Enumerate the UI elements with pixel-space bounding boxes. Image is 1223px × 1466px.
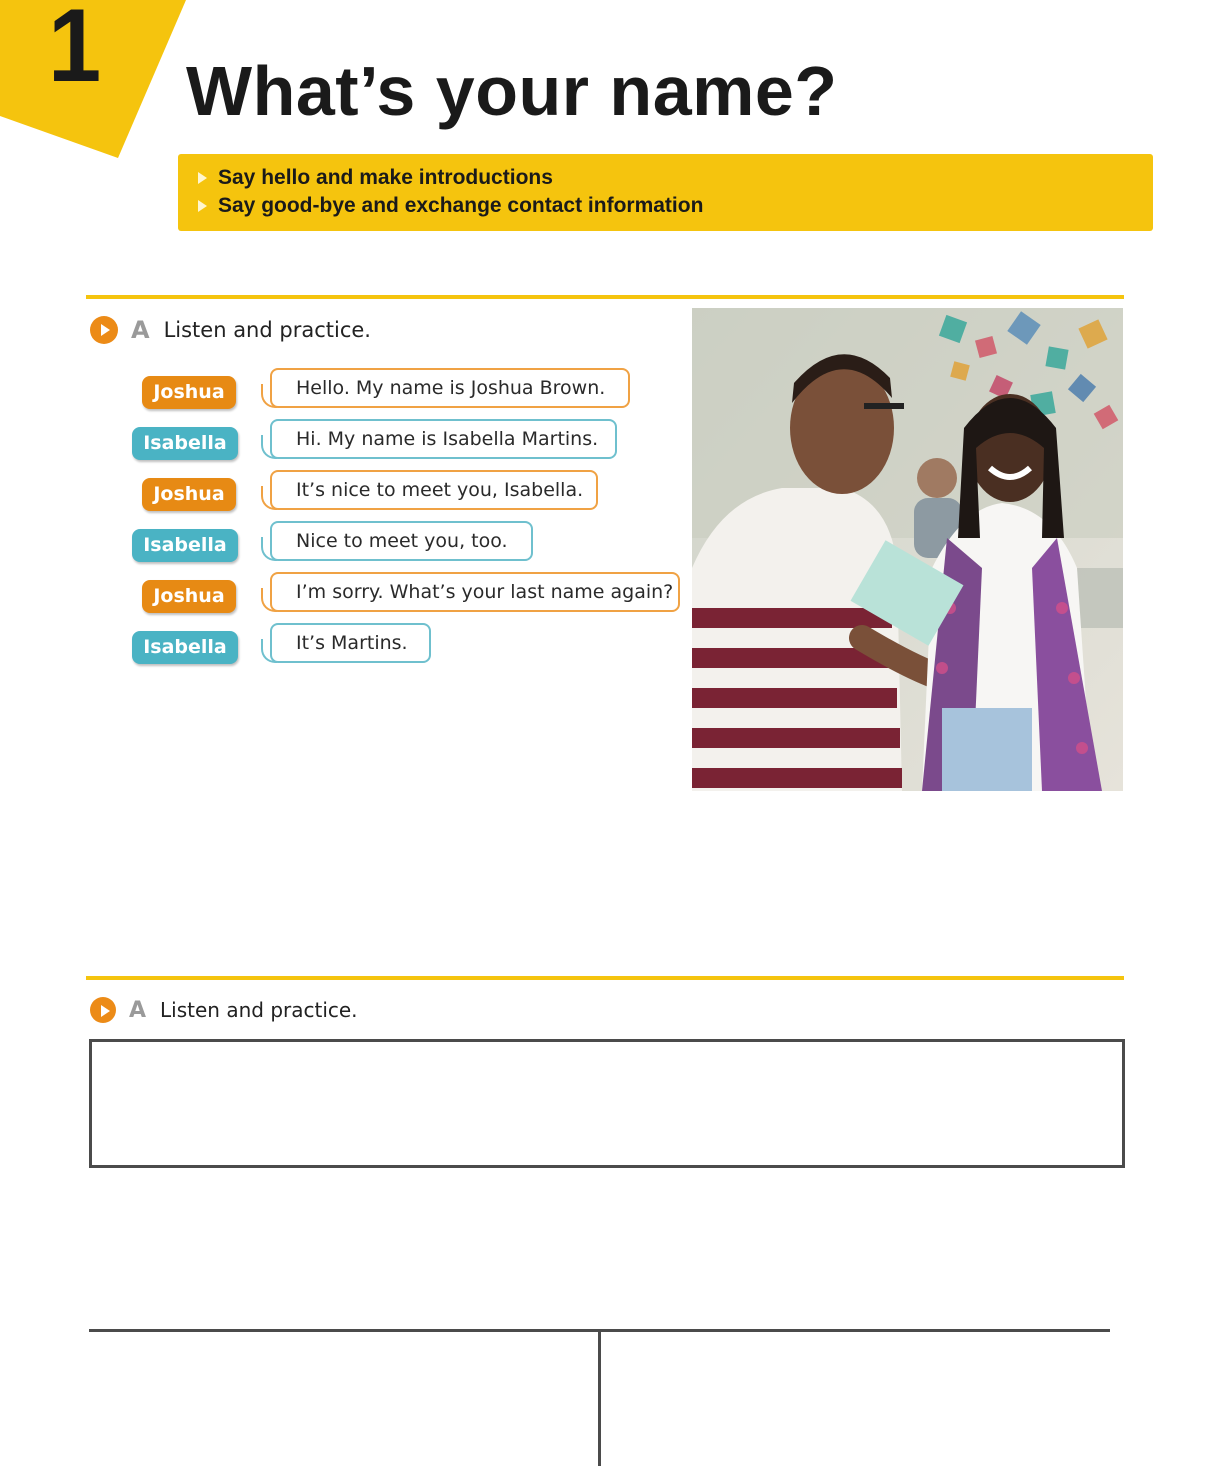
bubble-tail (261, 537, 277, 561)
speaker-label: Isabella (132, 427, 238, 460)
triangle-arrow-icon (198, 172, 207, 184)
answer-box (89, 1039, 1125, 1168)
exercise-instruction: Listen and practice. (160, 998, 358, 1022)
exercise-letter: A (131, 316, 150, 344)
section-divider (86, 295, 1124, 299)
section-divider (86, 976, 1124, 980)
dialog-text: Hello. My name is Joshua Brown. (296, 377, 606, 399)
triangle-arrow-icon (198, 200, 207, 212)
bubble-tail (261, 435, 277, 459)
bubble-tail (261, 486, 277, 510)
goal-item (198, 192, 1153, 220)
handshake-photo (692, 308, 1123, 791)
speaker-label: Joshua (142, 580, 236, 613)
speech-bubble (270, 623, 431, 663)
unit-goals-banner (178, 154, 1153, 231)
bubble-tail (261, 639, 277, 663)
speech-bubble (270, 470, 598, 510)
speaker-label: Joshua (142, 478, 236, 511)
dialog-line (0, 623, 700, 669)
speech-bubble (270, 368, 630, 408)
dialog-text: It’s Martins. (296, 632, 408, 654)
speaker-label: Joshua (142, 376, 236, 409)
speaker-label: Isabella (132, 529, 238, 562)
bubble-tail (261, 588, 277, 612)
dialog-text: Nice to meet you, too. (296, 530, 508, 552)
exercise-instruction: Listen and practice. (163, 318, 371, 342)
dialog-line (0, 572, 700, 618)
unit-number: 1 (48, 0, 102, 104)
goal-text: Say good-bye and exchange contact information (218, 194, 704, 217)
play-icon[interactable] (90, 316, 118, 344)
bubble-tail (261, 384, 277, 408)
unit-title: What’s your name? (186, 52, 838, 130)
exercise-heading (90, 316, 371, 344)
dialog-line (0, 368, 700, 414)
dialog-text: It’s nice to meet you, Isabella. (296, 479, 584, 501)
speech-bubble (270, 521, 533, 561)
handshake-illustration (692, 308, 1123, 791)
exercise-heading (90, 997, 358, 1023)
exercise-letter: A (129, 997, 147, 1023)
play-icon[interactable] (90, 997, 116, 1023)
dialog-text: Hi. My name is Isabella Martins. (296, 428, 599, 450)
dialog-text: I’m sorry. What’s your last name again? (296, 581, 674, 603)
dialog-line (0, 521, 700, 567)
dialog-line (0, 470, 700, 516)
goal-text: Say hello and make introductions (218, 166, 553, 189)
unit-badge (0, 0, 190, 160)
speech-bubble (270, 419, 617, 459)
speech-bubble (270, 572, 680, 612)
goal-item (198, 164, 1153, 192)
column-divider (598, 1331, 601, 1466)
dialog-line (0, 419, 700, 465)
speaker-label: Isabella (132, 631, 238, 664)
